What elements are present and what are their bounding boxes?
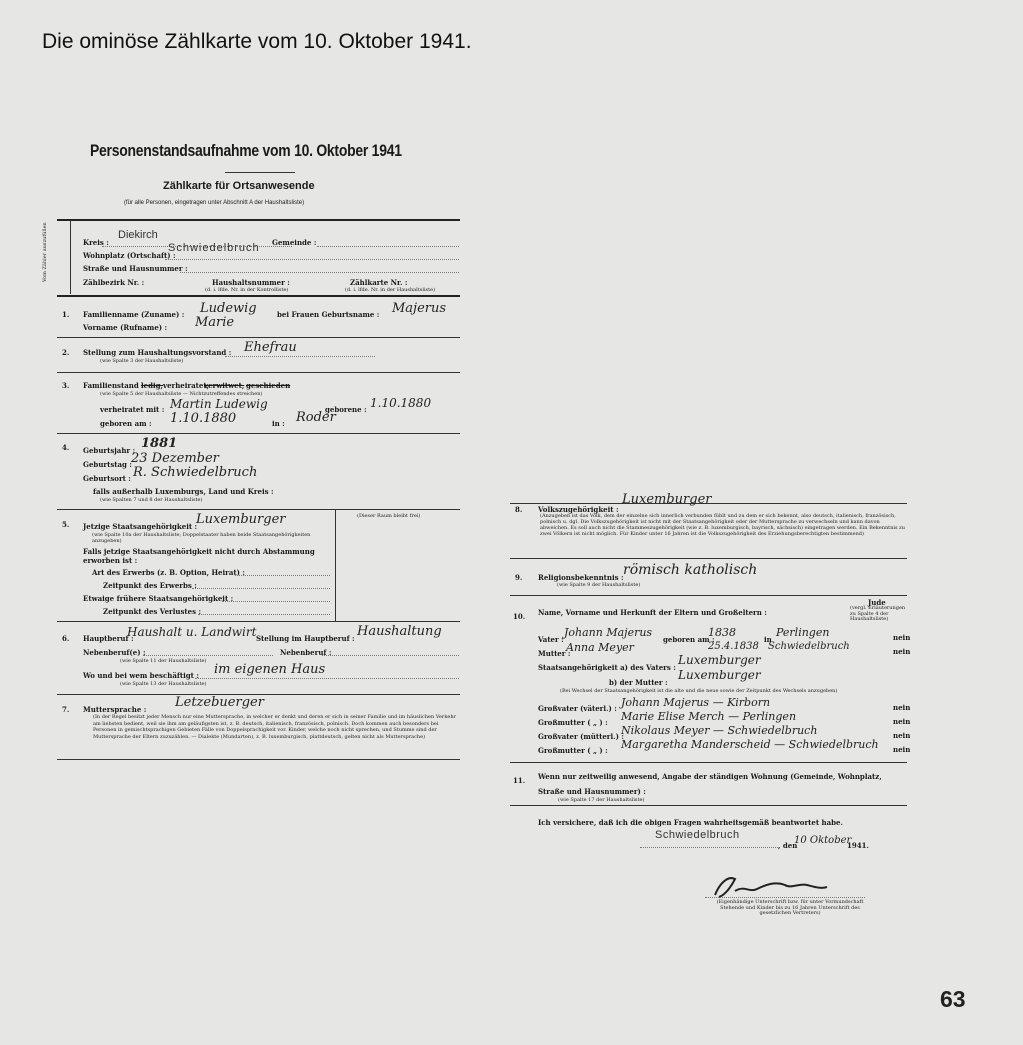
s7-label: Muttersprache : [83, 705, 147, 714]
s5-fruehere: Etwaige frühere Staatsangehörigkeit : [83, 594, 234, 603]
s10-gv2-nein: nein [893, 731, 911, 740]
s10-gv2-label: Großvater (mütterl.) : [538, 732, 624, 741]
s9-note: (wie Spalte 9 der Haushaltsliste) [557, 582, 641, 588]
s4-note: (wie Spalten 7 und 8 der Haushaltsliste) [100, 497, 203, 503]
s10-vater-geb-value: 1838 [708, 626, 736, 639]
s7-value: Letzebuerger [175, 695, 264, 710]
form-subtitle: Zählkarte für Ortsanwesende [163, 180, 315, 192]
s10-num: 10. [513, 612, 526, 621]
s6-wo-value: im eigenen Haus [214, 662, 326, 677]
header-top-rule [57, 219, 460, 221]
s6-neben-label: Nebenberuf(e) : [83, 648, 146, 657]
s9-num: 9. [515, 573, 523, 582]
s3-geboren-value: 1.10.1880 [370, 396, 432, 410]
s6-note2: (wie Spalte 13 der Haushaltsliste) [120, 681, 207, 687]
s10-gv2-value: Nikolaus Meyer — Schwiedelbruch [621, 724, 818, 737]
s6-wo-label: Wo und bei wem beschäftigt : [83, 671, 199, 680]
side-rule [70, 220, 71, 294]
form-subsubtitle: (für alle Personen, eingetragen unter Abschnitt A der Haushaltsliste) [124, 200, 305, 206]
s6-neben2-label: Nebenberuf : [280, 648, 332, 657]
s3-opt-geschieden: geschieden [246, 381, 291, 390]
s3-in-label: in : [272, 419, 285, 428]
s5-zeitpunkt-verlust: Zeitpunkt des Verlustes : [103, 607, 202, 616]
s3-note: (wie Spalte 5 der Haushaltsliste — Nichtzutreffendes streichen) [100, 391, 263, 397]
s4-ort-label: Geburtsort : [83, 474, 131, 483]
strasse-label: Straße und Hausnummer : [83, 264, 188, 273]
s3-opt-ledig: ledig, [141, 381, 163, 390]
wohnplatz-label: Wohnplatz (Ortschaft) : [83, 251, 176, 260]
s10-staat-note: (Bei Wechsel der Staatsangehörigkeit ist die alte und die neue sowie der Zeitpunkt des Wechsels anzugeben) [560, 688, 838, 694]
s10-vater-geb-label: geboren am : [663, 635, 715, 644]
footer-date-value: 10 Oktober [794, 835, 852, 846]
s3-geboren-label: geborene : [325, 405, 367, 414]
s10-gv1-label: Großvater (väterl.) : [538, 704, 617, 713]
wohnplatz-value: Schwiedelbruch [168, 242, 260, 254]
s2-note: (wie Spalte 3 der Haushaltsliste) [100, 358, 184, 364]
title-rule [225, 172, 295, 173]
s8-num: 8. [515, 505, 523, 514]
s5-num: 5. [62, 520, 70, 529]
s10-staat-b-label: b) der Mutter : [609, 678, 668, 687]
footer-year: 1941. [847, 841, 869, 850]
s4-jahr-label: Geburtsjahr : [83, 446, 136, 455]
s5-note: (wie Spalte 10a der Haushaltsliste; Doppelstaater haben beide Staatsangehörigkeiten anzugeben) [92, 532, 311, 544]
s7-note: (In der Regel besitzt jeder Mensch nur eine Muttersprache, in welcher er denkt und deren er sich in seiner Familie und im häuslichen Verkehr am liebsten bedient, weil sie ihm am geläufigsten ist, z. B. deutsch, italienisch, französisch, polnisch. Doch kommen auch besonders bei Personen in gemischtsprachigen Gebieten Fälle von Doppelsprachigkeit vor. Kinder, welche noch nicht sprechen, und Stumme sind der Muttersprache der Eltern zuzuzählen. — Dialekte (Mundarten), z. B. luxemburgisch, plattdeutsch, gelten nicht als Muttersprache) [93, 714, 456, 740]
s10-gm2-nein: nein [893, 745, 911, 754]
s10-gv1-nein: nein [893, 703, 911, 712]
s3-geb-am-label: geboren am : [100, 419, 152, 428]
s8-note: (Anzugeben ist das Volk, dem der einzelne sich innerlich verbunden fühlt und zu dem er sich bekennt, also deutsch, italienisch, französisch, polnisch u. dgl. Die Volkszugehörigkeit ist nicht mit der Staatsangehörigkeit oder der Muttersprache zu verwechseln und kann davon abweichen. Es soll auch nicht die Stammeszugehörigkeit (wie z. B. luxemburgisch, bayrisch, sächsisch) eingetragen werden. Ein Bekenntnis zu zwei Völkern ist nicht möglich. Für Kinder unter 16 Jahren ist die Volkszugehörigkeit des Erziehungsberechtigten bestimmend) [540, 513, 906, 537]
s5-raum: (Dieser Raum bleibt frei) [357, 513, 421, 519]
s11-label: Wenn nur zeitweilig anwesend, Angabe der ständigen Wohnung (Gemeinde, Wohnplatz, Straße und Hausnummer) : [538, 772, 882, 796]
s2-num: 2. [62, 348, 70, 357]
s3-num: 3. [62, 381, 70, 390]
zaehlbezirk-label: Zählbezirk Nr. : [83, 278, 145, 287]
footer-versichere: Ich versichere, daß ich die obigen Fragen wahrheitsgemäß beantwortet habe. [538, 818, 843, 827]
s10-vater-nein: nein [893, 633, 911, 642]
s10-mutter-geb-value: 25.4.1838 [708, 641, 759, 652]
caption: Die ominöse Zählkarte vom 10. Oktober 1941. [42, 30, 472, 53]
s6-haupt-label: Hauptberuf : [83, 634, 134, 643]
s7-num: 7. [62, 705, 70, 714]
form-title: Personenstandsaufnahme vom 10. Oktober 1941 [90, 141, 402, 160]
haushaltsnummer-label: Haushaltsnummer : [212, 278, 290, 287]
s8-value: Luxemburger [622, 492, 712, 507]
s10-staat-b-value: Luxemburger [678, 668, 761, 682]
s10-vater-label: Vater : [538, 635, 564, 644]
s10-mutter-value: Anna Meyer [566, 641, 634, 654]
s5-zeitpunkt-erwerb: Zeitpunkt des Erwerbs : [103, 581, 197, 590]
s1-geburtsname-label: bei Frauen Geburtsname : [277, 310, 380, 319]
s3-geb-am-value: 1.10.1880 [170, 411, 237, 426]
side-note: Vom Zähler auszufüllen [42, 222, 48, 282]
s6-stellung-value: Haushaltung [357, 624, 442, 639]
s4-ort-value: R. Schwiedelbruch [133, 465, 258, 480]
s10-gm2-value: Margaretha Manderscheid — Schwiedelbruch [621, 738, 879, 751]
s10-staat-a-value: Luxemburger [678, 653, 761, 667]
zaehlkarte-note: (d. i. lfde. Nr. in der Haushaltsliste) [345, 287, 436, 293]
footer-place: Schwiedelbruch [655, 829, 740, 841]
s9-value: römisch katholisch [623, 562, 758, 578]
s5-falls: Falls jetzige Staatsangehörigkeit nicht durch Abstammung erworben ist : [83, 547, 315, 565]
s10-gm1-label: Großmutter ( „ ) : [538, 718, 608, 727]
s10-staat-label: Staatsangehörigkeit a) des Vaters : [538, 663, 676, 672]
s10-jude-note: (vergl. Erläuterungen zu Spalte 4 der Haushaltsliste) [850, 605, 906, 622]
s1-vorname-label: Vorname (Rufname) : [83, 323, 168, 332]
s2-label: Stellung zum Haushaltungsvorstand : [83, 348, 232, 357]
s4-jahr-value: 1881 [141, 436, 178, 451]
s3-verh-label: verheiratet mit : [100, 405, 165, 414]
kreis-label: Kreis : [83, 238, 109, 247]
s3-label: Familienstand : [83, 381, 144, 390]
s4-tag-label: Geburtstag : [83, 460, 132, 469]
s6-num: 6. [62, 634, 70, 643]
s10-mutter-in-value: Schwiedelbruch [768, 641, 850, 652]
s4-falls-label: falls außerhalb Luxemburgs, Land und Kreis : [93, 487, 274, 496]
footer-signature-note: (Eigenhändige Unterschrift bzw. für unter Vormundschaft Stehende und Kinder bis zu 16 Jahren Unterschrift des gesetzlichen Vertreters) [716, 899, 864, 916]
kreis-value: Diekirch [118, 229, 158, 241]
s5-art: Art des Erwerbs (z. B. Option, Heirat) : [92, 568, 245, 577]
s10-mutter-nein: nein [893, 647, 911, 656]
s10-gm2-label: Großmutter ( „ ) : [538, 746, 608, 755]
s11-note: (wie Spalte 17 der Haushaltsliste) [558, 797, 645, 803]
s5-label: Jetzige Staatsangehörigkeit : [83, 522, 198, 531]
s10-gv1-value: Johann Majerus — Kirborn [621, 696, 771, 709]
s1-familienname-value: Ludewig [200, 301, 257, 316]
s10-vater-value: Johann Majerus [564, 626, 653, 639]
s6-haupt-value: Haushalt u. Landwirt [127, 625, 257, 639]
footer-den-label: , den [778, 841, 798, 850]
s3-opt-verwitwet: verwitwet, [204, 381, 245, 390]
s3-opt-verheiratet: verheiratet, [163, 381, 209, 390]
s2-value: Ehefrau [244, 340, 297, 355]
s11-num: 11. [513, 776, 526, 785]
gemeinde-label: Gemeinde : [272, 238, 317, 247]
s4-tag-value: 23 Dezember [131, 451, 219, 466]
haushaltsnummer-note: (d. i. lfde. Nr. in der Kontrolliste) [205, 287, 289, 293]
s1-familienname-label: Familienname (Zuname) : [83, 310, 185, 319]
s10-label: Name, Vorname und Herkunft der Eltern und Großeltern : [538, 608, 767, 617]
s10-gm1-value: Marie Elise Merch — Perlingen [621, 710, 797, 723]
s1-geburtsname-value: Majerus [392, 301, 447, 316]
s10-vater-in-value: Perlingen [776, 626, 830, 639]
s10-jude: Jude [868, 598, 886, 607]
page-number: 63 [940, 986, 966, 1012]
header-bottom-rule [57, 295, 460, 297]
s3-verh-value: Martin Ludewig [170, 397, 268, 411]
s6-stellung-label: Stellung im Hauptberuf : [256, 634, 355, 643]
s1-num: 1. [62, 310, 70, 319]
s1-vorname-value: Marie [195, 315, 235, 330]
s10-mutter-label: Mutter : [538, 649, 571, 658]
s9-label: Religionsbekenntnis : [538, 573, 624, 582]
s8-label: Volkszugehörigkeit : [538, 505, 619, 514]
s6-note: (wie Spalte 11 der Haushaltsliste) [120, 658, 207, 664]
s10-vater-in-label: in [764, 635, 772, 644]
s10-gm1-nein: nein [893, 717, 911, 726]
s5-value: Luxemburger [196, 512, 286, 527]
s3-in-value: Roder [296, 410, 336, 425]
s4-num: 4. [62, 443, 70, 452]
zaehlkarte-label: Zählkarte Nr. : [350, 278, 408, 287]
